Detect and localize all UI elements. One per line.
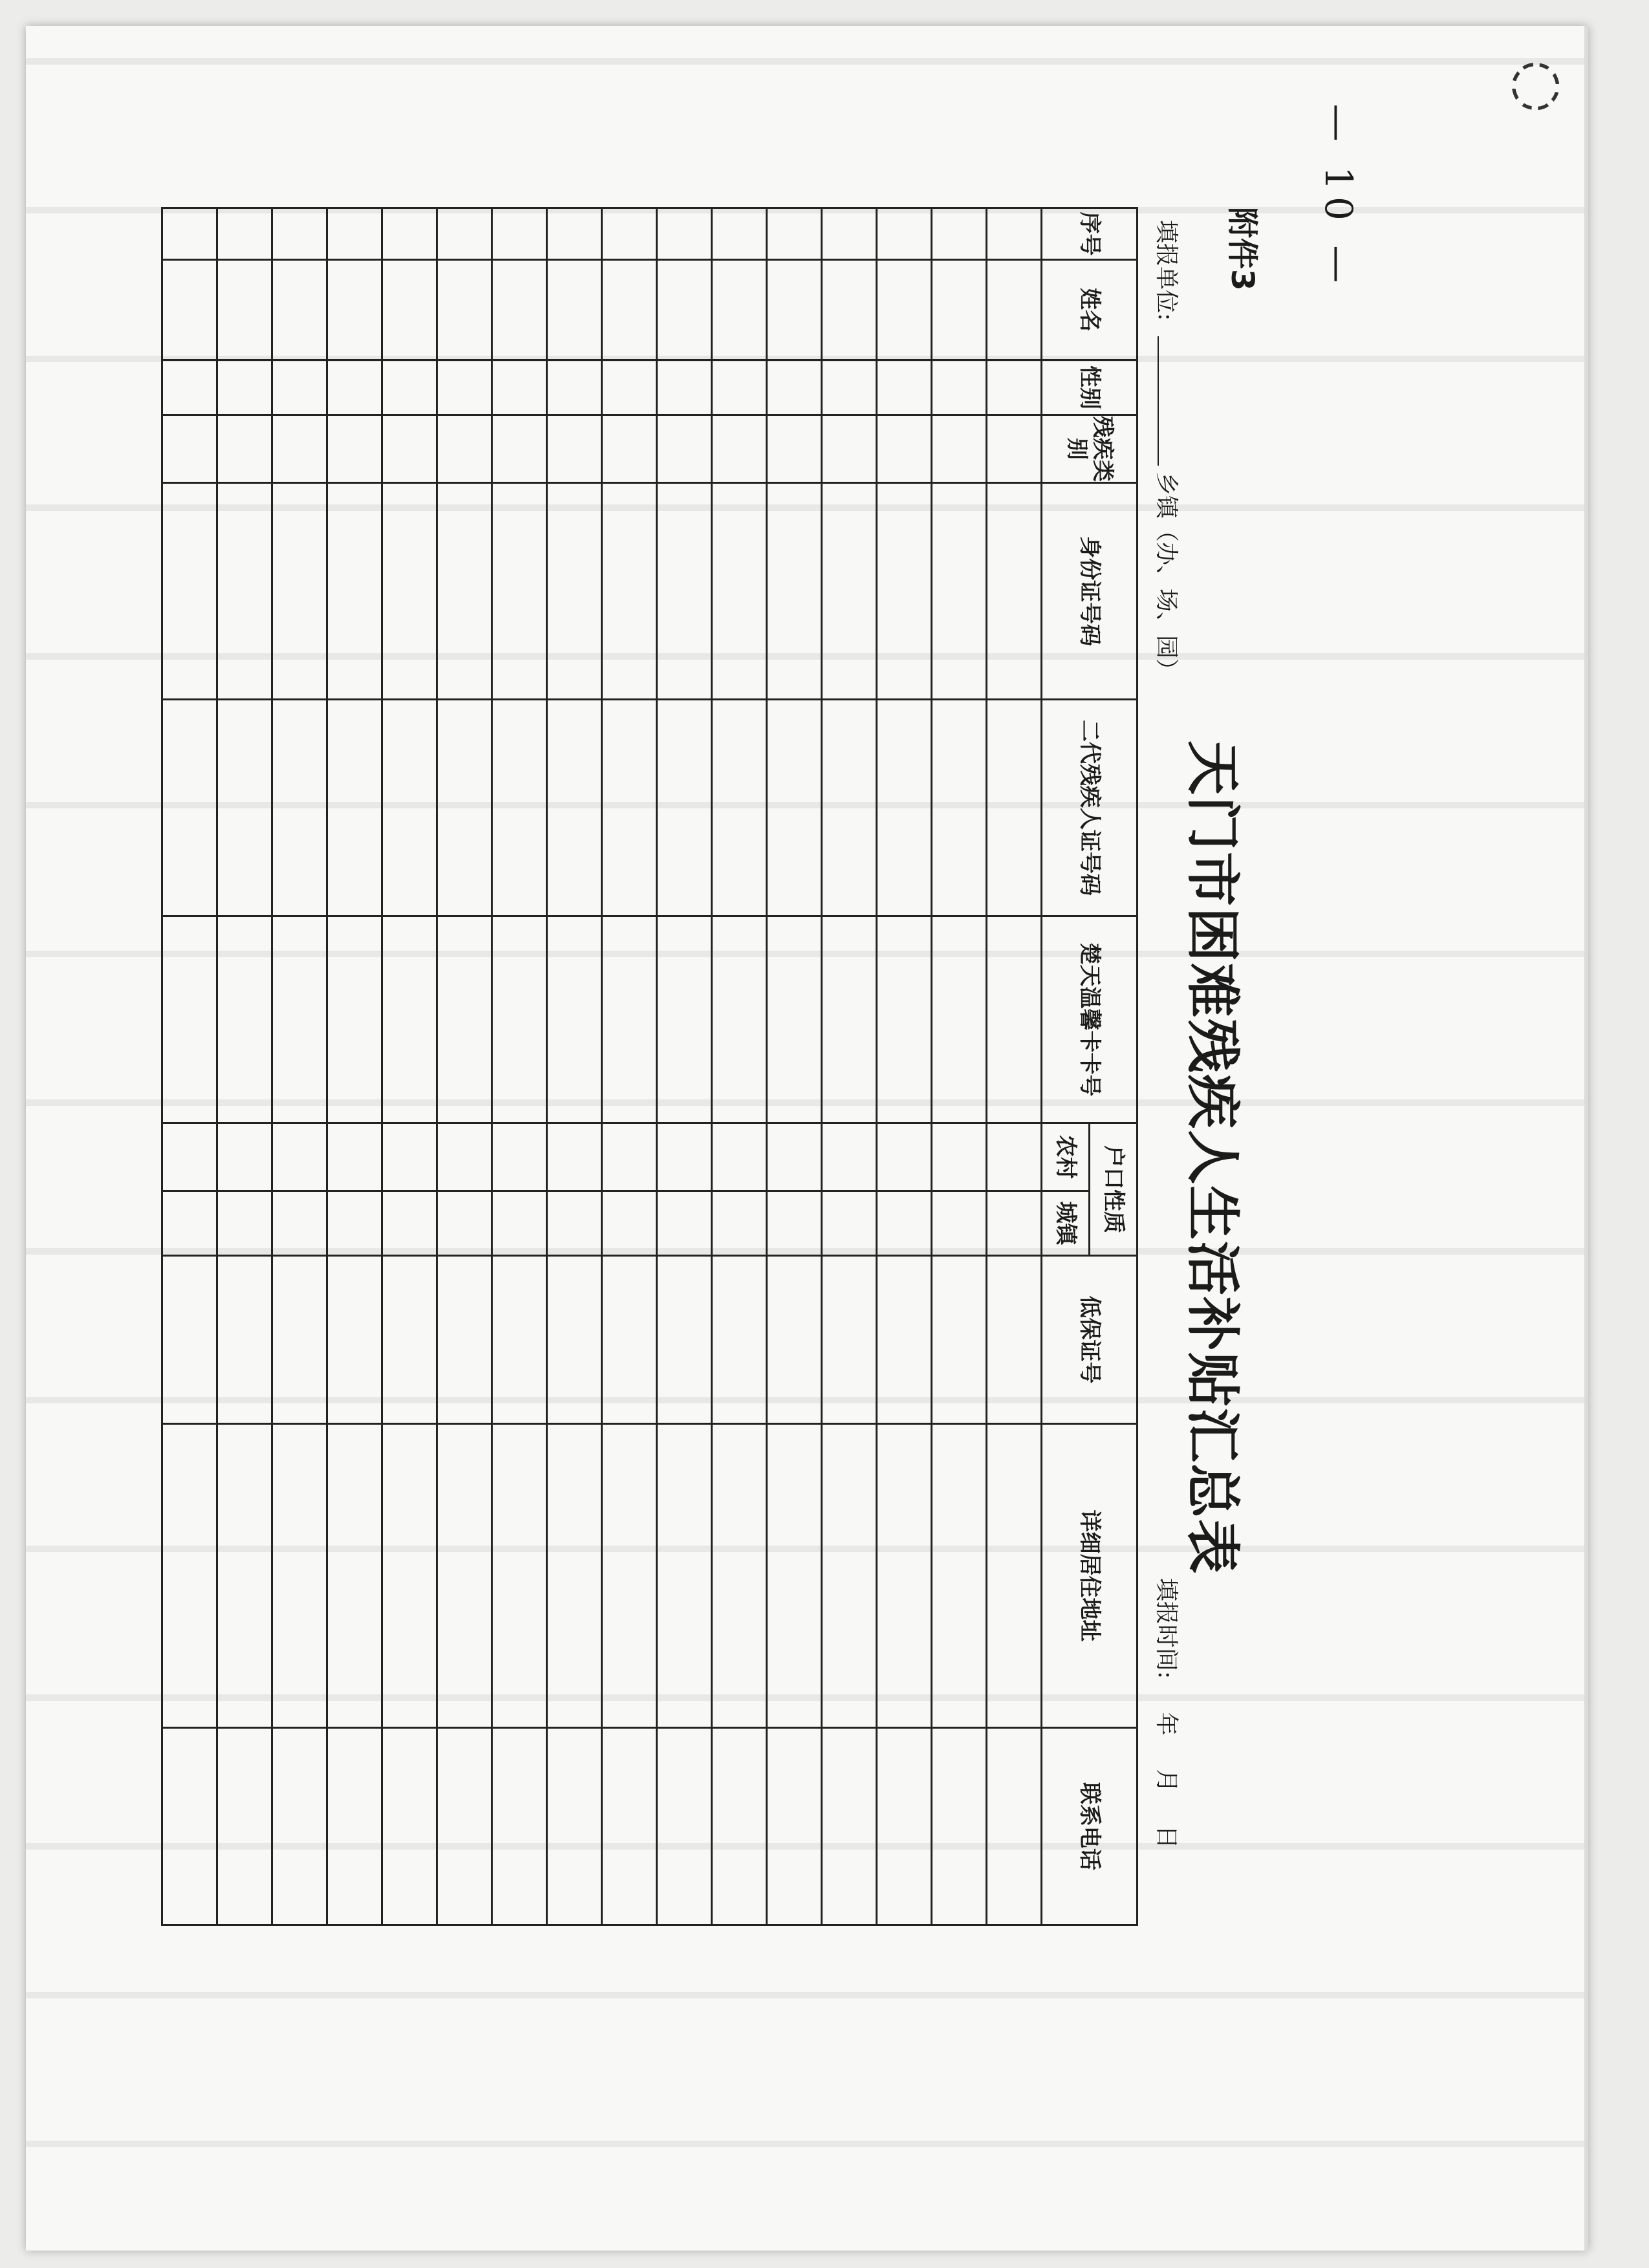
table-cell[interactable] (162, 483, 217, 700)
table-cell[interactable] (162, 360, 217, 415)
table-cell[interactable] (492, 1728, 547, 1925)
table-cell[interactable] (602, 1424, 657, 1728)
table-cell[interactable] (822, 916, 877, 1123)
table-cell[interactable] (492, 360, 547, 415)
table-cell[interactable] (657, 360, 712, 415)
table-cell[interactable] (162, 415, 217, 483)
table-cell[interactable] (822, 1256, 877, 1424)
header-address: 详细居住地址 (1042, 1424, 1137, 1728)
table-cell[interactable] (767, 1123, 822, 1191)
table-cell[interactable] (327, 483, 382, 700)
header-urban: 城镇 (1042, 1191, 1090, 1256)
table-cell[interactable] (382, 700, 437, 916)
unit-label: 填报单位: (1153, 220, 1180, 321)
table-cell[interactable] (987, 1123, 1042, 1191)
unit-suffix: 乡镇（办、场、园） (1153, 472, 1180, 682)
table-row (767, 208, 822, 1925)
table-cell[interactable] (712, 916, 767, 1123)
table-row (932, 208, 987, 1925)
table-cell[interactable] (382, 415, 437, 483)
table-cell[interactable] (877, 1424, 932, 1728)
table-cell[interactable] (272, 700, 327, 916)
header-card-number: 楚天温馨卡卡号 (1042, 916, 1137, 1123)
table-cell[interactable] (272, 260, 327, 360)
table-cell[interactable] (492, 916, 547, 1123)
table-cell[interactable] (217, 1256, 272, 1424)
table-cell[interactable] (657, 483, 712, 700)
table-cell[interactable] (932, 360, 987, 415)
table-row (492, 208, 547, 1925)
header-gender: 性别 (1042, 360, 1137, 415)
date-year: 年 (1153, 1712, 1180, 1736)
table-cell[interactable] (657, 1424, 712, 1728)
table-cell[interactable] (437, 700, 492, 916)
table-cell[interactable] (987, 260, 1042, 360)
table-cell[interactable] (877, 415, 932, 483)
header-dibao: 低保证号 (1042, 1256, 1137, 1424)
table-row (877, 208, 932, 1925)
table-cell[interactable] (217, 260, 272, 360)
table-cell[interactable] (932, 1728, 987, 1925)
table-cell[interactable] (217, 1728, 272, 1925)
table-cell[interactable] (162, 916, 217, 1123)
table-cell[interactable] (547, 208, 602, 260)
table-cell[interactable] (877, 916, 932, 1123)
table-cell[interactable] (327, 700, 382, 916)
table-cell[interactable] (547, 483, 602, 700)
table-cell[interactable] (987, 208, 1042, 260)
fill-date (1152, 1578, 1185, 1875)
table-cell[interactable] (657, 208, 712, 260)
table-cell[interactable] (767, 1728, 822, 1925)
table-cell[interactable] (712, 260, 767, 360)
table-cell[interactable] (932, 1424, 987, 1728)
table-row (547, 208, 602, 1925)
table-cell[interactable] (437, 360, 492, 415)
table-cell[interactable] (932, 208, 987, 260)
table-cell[interactable] (327, 208, 382, 260)
table-cell[interactable] (327, 1191, 382, 1256)
table-cell[interactable] (547, 360, 602, 415)
table-cell[interactable] (382, 1256, 437, 1424)
table-cell[interactable] (217, 916, 272, 1123)
header-id-number: 身份证号码 (1042, 483, 1137, 700)
table-cell[interactable] (602, 700, 657, 916)
table-cell[interactable] (767, 260, 822, 360)
table-cell[interactable] (877, 700, 932, 916)
table-cell[interactable] (602, 260, 657, 360)
table-cell[interactable] (382, 260, 437, 360)
table-cell[interactable] (657, 916, 712, 1123)
table-cell[interactable] (382, 483, 437, 700)
table-cell[interactable] (547, 1728, 602, 1925)
table-cell[interactable] (272, 208, 327, 260)
table-cell[interactable] (437, 1424, 492, 1728)
table-cell[interactable] (382, 1424, 437, 1728)
table-cell[interactable] (822, 260, 877, 360)
table-cell[interactable] (492, 1191, 547, 1256)
table-cell[interactable] (932, 1256, 987, 1424)
table-cell[interactable] (272, 1191, 327, 1256)
table-cell[interactable] (437, 1728, 492, 1925)
table-cell[interactable] (712, 1123, 767, 1191)
table-cell[interactable] (437, 916, 492, 1123)
table-cell[interactable] (657, 415, 712, 483)
table-cell[interactable] (657, 1256, 712, 1424)
table-cell[interactable] (822, 208, 877, 260)
table-cell[interactable] (547, 1123, 602, 1191)
table-cell[interactable] (932, 483, 987, 700)
table-cell[interactable] (547, 1191, 602, 1256)
table-cell[interactable] (437, 208, 492, 260)
table-row (272, 208, 327, 1925)
table-cell[interactable] (382, 916, 437, 1123)
table-cell[interactable] (987, 1256, 1042, 1424)
table-cell[interactable] (492, 483, 547, 700)
table-cell[interactable] (217, 700, 272, 916)
table-cell[interactable] (272, 916, 327, 1123)
table-cell[interactable] (492, 1256, 547, 1424)
table-cell[interactable] (932, 1191, 987, 1256)
table-cell[interactable] (547, 700, 602, 916)
table-cell[interactable] (712, 483, 767, 700)
table-cell[interactable] (932, 700, 987, 916)
table-cell[interactable] (272, 1424, 327, 1728)
header-seq: 序号 (1042, 208, 1137, 260)
table-cell[interactable] (217, 1191, 272, 1256)
table-cell[interactable] (712, 1424, 767, 1728)
table-cell[interactable] (547, 1256, 602, 1424)
table-cell[interactable] (767, 1191, 822, 1256)
table-cell[interactable] (602, 1256, 657, 1424)
table-cell[interactable] (657, 700, 712, 916)
table-cell[interactable] (547, 916, 602, 1123)
table-cell[interactable] (822, 415, 877, 483)
table-row (382, 208, 437, 1925)
table-cell[interactable] (822, 1728, 877, 1925)
table-cell[interactable] (602, 415, 657, 483)
table-cell[interactable] (492, 700, 547, 916)
table-cell[interactable] (272, 1728, 327, 1925)
table-cell[interactable] (327, 1123, 382, 1191)
table-cell[interactable] (602, 1123, 657, 1191)
header-rural: 农村 (1042, 1123, 1090, 1191)
table-cell[interactable] (767, 483, 822, 700)
table-cell[interactable] (162, 1191, 217, 1256)
table-cell[interactable] (217, 360, 272, 415)
table-cell[interactable] (877, 208, 932, 260)
table-row (987, 208, 1042, 1925)
table-cell[interactable] (437, 260, 492, 360)
table-cell[interactable] (712, 1728, 767, 1925)
table-cell[interactable] (327, 415, 382, 483)
table-cell[interactable] (987, 700, 1042, 916)
handwritten-corner-mark: ◌ (1496, 38, 1572, 125)
table-row (217, 208, 272, 1925)
table-cell[interactable] (327, 1256, 382, 1424)
table-cell[interactable] (217, 208, 272, 260)
table-cell[interactable] (492, 208, 547, 260)
table-cell[interactable] (877, 1191, 932, 1256)
table-cell[interactable] (877, 360, 932, 415)
table-cell[interactable] (382, 1123, 437, 1191)
rotated-document (188, 207, 1293, 2108)
date-label: 填报时间: (1153, 1578, 1180, 1679)
table-cell[interactable] (602, 208, 657, 260)
table-cell[interactable] (767, 1256, 822, 1424)
summary-table-wrap (161, 207, 1138, 1926)
table-cell[interactable] (767, 415, 822, 483)
page-number: — 10 — (1317, 103, 1361, 290)
table-cell[interactable] (987, 360, 1042, 415)
table-cell[interactable] (602, 1728, 657, 1925)
table-cell[interactable] (272, 1256, 327, 1424)
table-cell[interactable] (932, 415, 987, 483)
header-disability-type: 残疾类别 (1042, 415, 1137, 483)
table-row (822, 208, 877, 1925)
table-cell[interactable] (822, 1123, 877, 1191)
table-cell[interactable] (987, 916, 1042, 1123)
table-row (162, 208, 217, 1925)
table-cell[interactable] (437, 1123, 492, 1191)
table-cell[interactable] (822, 700, 877, 916)
table-cell[interactable] (162, 700, 217, 916)
table-cell[interactable] (822, 1424, 877, 1728)
table-cell[interactable] (162, 1424, 217, 1728)
table-cell[interactable] (217, 1424, 272, 1728)
table-cell[interactable] (217, 1123, 272, 1191)
table-cell[interactable] (217, 483, 272, 700)
table-cell[interactable] (932, 260, 987, 360)
table-body (162, 208, 1042, 1925)
table-cell[interactable] (272, 360, 327, 415)
table-cell[interactable] (382, 360, 437, 415)
table-cell[interactable] (877, 1728, 932, 1925)
table-row (657, 208, 712, 1925)
table-cell[interactable] (767, 208, 822, 260)
table-cell[interactable] (657, 1728, 712, 1925)
table-cell[interactable] (162, 1256, 217, 1424)
unit-blank-line (1158, 336, 1159, 466)
table-cell[interactable] (712, 700, 767, 916)
meta-row (1148, 207, 1185, 2082)
table-cell[interactable] (327, 916, 382, 1123)
table-cell[interactable] (712, 1256, 767, 1424)
table-cell[interactable] (657, 1123, 712, 1191)
table-cell[interactable] (547, 415, 602, 483)
table-cell[interactable] (767, 916, 822, 1123)
header-phone: 联系电话 (1042, 1728, 1137, 1925)
table-cell[interactable] (712, 415, 767, 483)
table-cell[interactable] (382, 208, 437, 260)
table-cell[interactable] (767, 700, 822, 916)
table-cell[interactable] (382, 1191, 437, 1256)
table-cell[interactable] (712, 208, 767, 260)
table-cell[interactable] (987, 1728, 1042, 1925)
table-cell[interactable] (327, 360, 382, 415)
table-cell[interactable] (382, 1728, 437, 1925)
table-row (712, 208, 767, 1925)
table-row (327, 208, 382, 1925)
table-cell[interactable] (437, 1256, 492, 1424)
table-cell[interactable] (602, 483, 657, 700)
table-cell[interactable] (822, 1191, 877, 1256)
table-row (437, 208, 492, 1925)
table-cell[interactable] (987, 1424, 1042, 1728)
table-cell[interactable] (657, 260, 712, 360)
table-cell[interactable] (767, 360, 822, 415)
table-cell[interactable] (877, 260, 932, 360)
table-row (602, 208, 657, 1925)
table-cell[interactable] (272, 483, 327, 700)
table-cell[interactable] (712, 1191, 767, 1256)
table-cell[interactable] (492, 415, 547, 483)
table-cell[interactable] (877, 1123, 932, 1191)
table-cell[interactable] (327, 1728, 382, 1925)
table-cell[interactable] (987, 415, 1042, 483)
table-cell[interactable] (492, 260, 547, 360)
date-month: 月 (1153, 1769, 1180, 1793)
header-disability-cert: 二代残疾人证号码 (1042, 700, 1137, 916)
table-cell[interactable] (327, 260, 382, 360)
table-cell[interactable] (932, 1123, 987, 1191)
table-cell[interactable] (217, 415, 272, 483)
header-name: 姓名 (1042, 260, 1137, 360)
table-cell[interactable] (272, 415, 327, 483)
document-title: 天门市困难残疾人生活补贴汇总表 (1181, 740, 1244, 1575)
table-cell[interactable] (987, 483, 1042, 700)
table-cell[interactable] (877, 1256, 932, 1424)
attachment-label: 附件3 (1224, 207, 1260, 291)
table-cell[interactable] (492, 1123, 547, 1191)
table-cell[interactable] (712, 360, 767, 415)
table-cell[interactable] (547, 1424, 602, 1728)
table-cell[interactable] (162, 1728, 217, 1925)
header-household: 户口性质 (1090, 1123, 1137, 1256)
table-cell[interactable] (987, 1191, 1042, 1256)
table-cell[interactable] (877, 483, 932, 700)
table-cell[interactable] (822, 483, 877, 700)
table-cell[interactable] (437, 483, 492, 700)
table-cell[interactable] (602, 360, 657, 415)
table-cell[interactable] (602, 1191, 657, 1256)
table-cell[interactable] (767, 1424, 822, 1728)
table-cell[interactable] (162, 1123, 217, 1191)
table-cell[interactable] (327, 1424, 382, 1728)
table-cell[interactable] (547, 260, 602, 360)
table-cell[interactable] (602, 916, 657, 1123)
table-cell[interactable] (932, 916, 987, 1123)
table-cell[interactable] (162, 260, 217, 360)
table-cell[interactable] (272, 1123, 327, 1191)
table-cell[interactable] (492, 1424, 547, 1728)
table-cell[interactable] (437, 1191, 492, 1256)
table-cell[interactable] (657, 1191, 712, 1256)
date-day: 日 (1153, 1825, 1180, 1849)
table-cell[interactable] (162, 208, 217, 260)
summary-table (161, 207, 1138, 1926)
table-cell[interactable] (822, 360, 877, 415)
table-cell[interactable] (437, 415, 492, 483)
